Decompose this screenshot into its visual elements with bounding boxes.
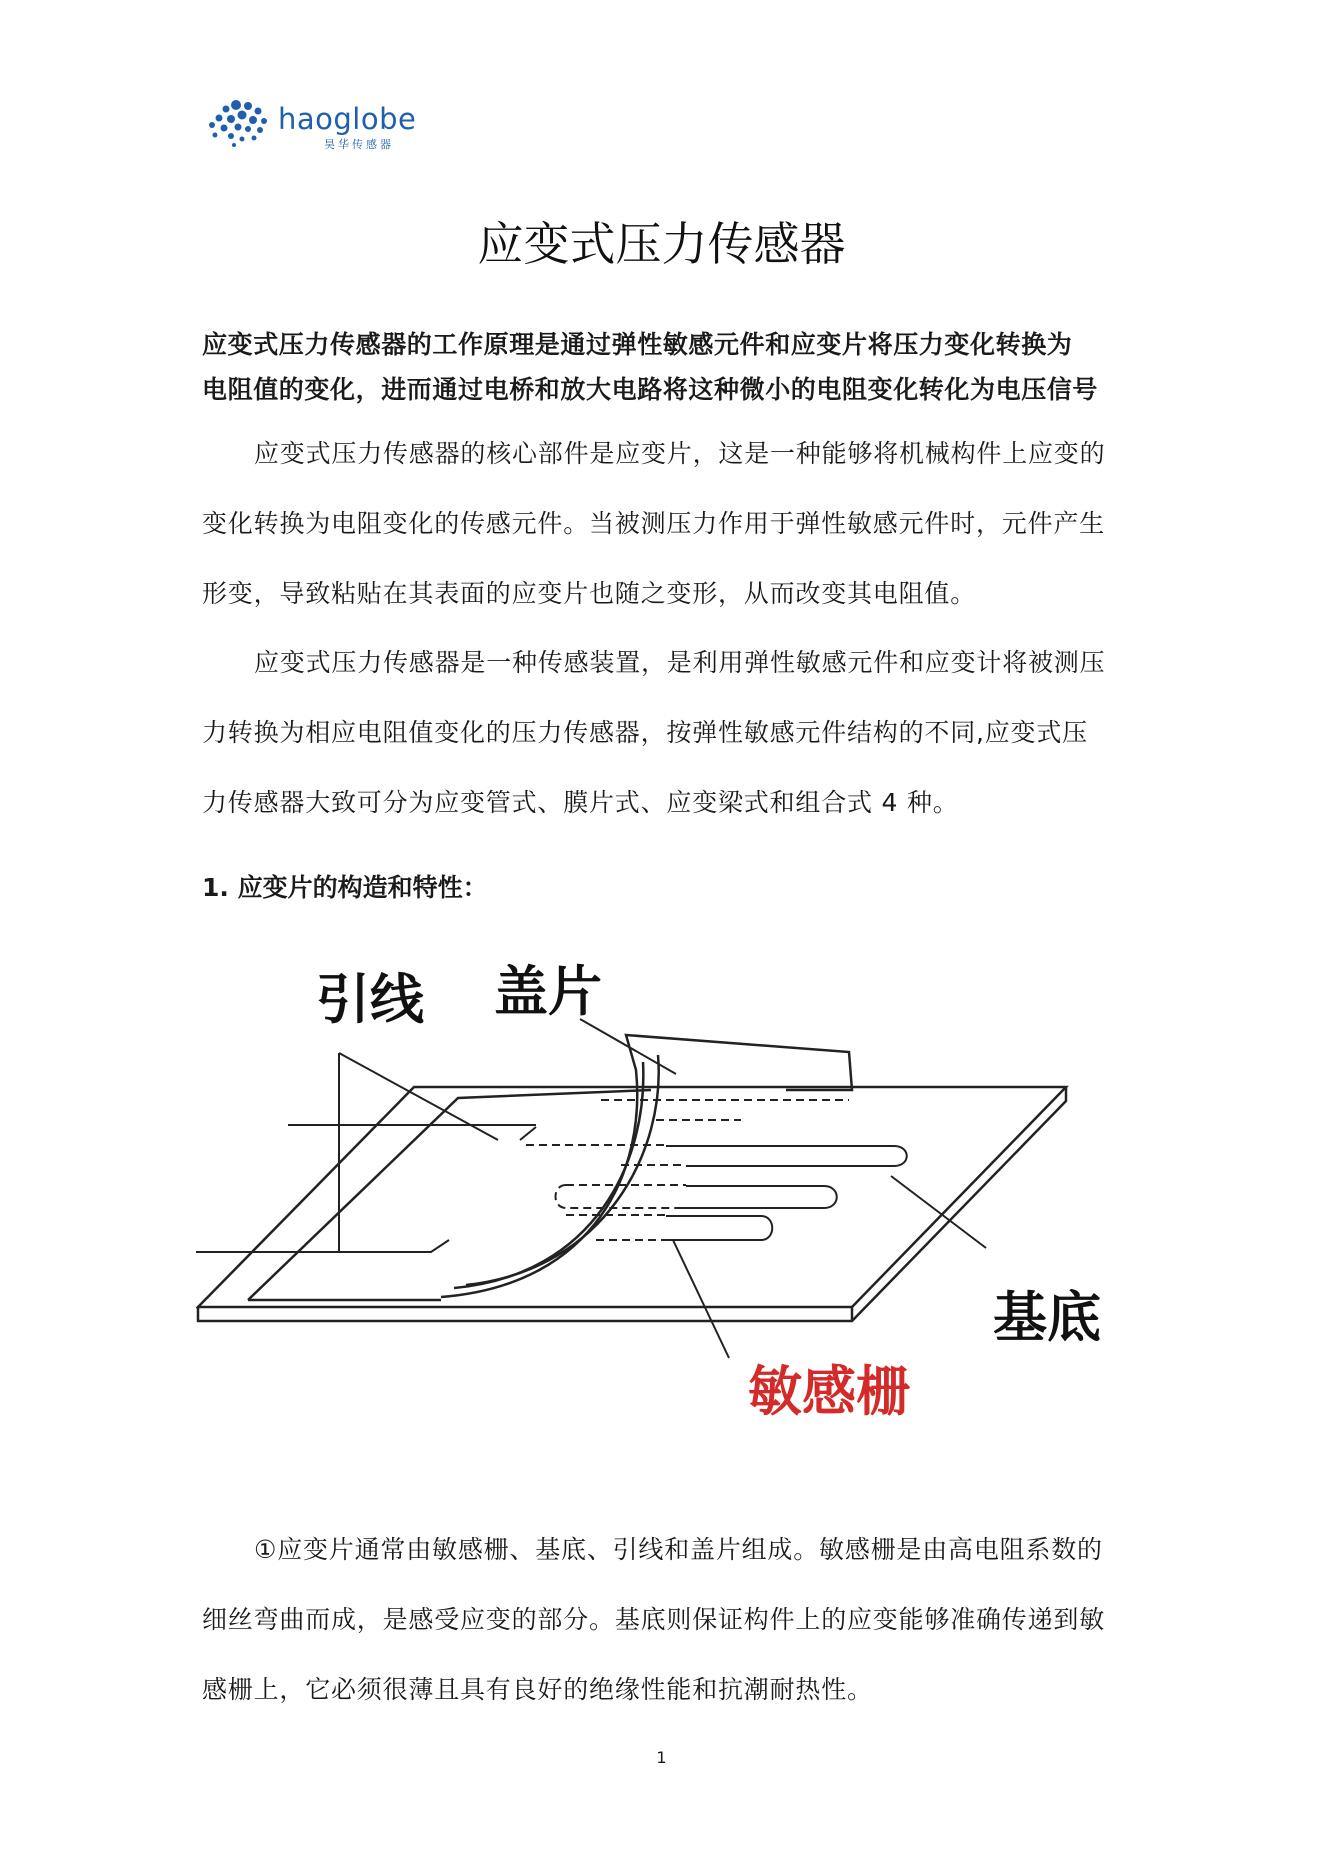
paragraph-line: 变化转换为电阻变化的传感元件。当被测压力作用于弹性敏感元件时，元件产生 — [202, 509, 1106, 538]
strain-gauge-diagram — [196, 940, 1136, 1430]
paragraph-line: 形变，导致粘贴在其表面的应变片也随之变形，从而改变其电阻值。 — [202, 579, 977, 608]
paragraph-line: 感栅上，它必须很薄且具有良好的绝缘性能和抗潮耐热性。 — [202, 1675, 873, 1704]
paragraph-3 — [202, 1515, 1132, 1725]
logo-wordmark: haoglobe — [278, 102, 417, 136]
label-base: 基底 — [993, 1286, 1101, 1349]
page-title: 应变式压力传感器 — [477, 217, 846, 271]
intro-paragraph — [202, 322, 1132, 412]
logo-subtitle: 昊华传感器 — [324, 138, 394, 151]
paragraph-1 — [202, 419, 1132, 629]
paragraph-line: ①应变片通常由敏感栅、基底、引线和盖片组成。敏感栅是由高电阻系数的 — [254, 1535, 1103, 1564]
paragraph-line: 力转换为相应电阻值变化的压力传感器，按弹性敏感元件结构的不同,应变式压 — [202, 718, 1088, 747]
intro-line: 电阻值的变化，进而通过电桥和放大电路将这种微小的电阻变化转化为电压信号 — [202, 375, 1099, 404]
page-number: 1 — [656, 1748, 667, 1767]
paragraph-line: 应变式压力传感器是一种传感装置，是利用弹性敏感元件和应变计将被测压 — [254, 648, 1106, 677]
intro-line: 应变式压力传感器的工作原理是通过弹性敏感元件和应变片将压力变化转换为 — [202, 330, 1073, 359]
label-lead: 引线 — [316, 968, 424, 1031]
base-plate-top — [198, 1087, 1066, 1307]
sensitive-grid — [666, 1146, 907, 1240]
lead-wires — [196, 1053, 536, 1252]
leader-line-base — [891, 1176, 986, 1248]
label-cover: 盖片 — [494, 960, 602, 1023]
section-heading: 1. 应变片的构造和特性： — [202, 873, 488, 902]
leader-line-cover — [580, 1019, 676, 1074]
paragraph-2 — [202, 628, 1132, 838]
paragraph-line: 细丝弯曲而成，是感受应变的部分。基底则保证构件上的应变能够准确传递到敏 — [202, 1605, 1106, 1634]
paragraph-line: 应变式压力传感器的核心部件是应变片，这是一种能够将机械构件上应变的 — [254, 439, 1106, 468]
logo-dots-icon — [206, 98, 274, 150]
paragraph-line: 力传感器大致可分为应变管式、膜片式、应变梁式和组合式 4 种。 — [202, 788, 959, 817]
base-plate-front — [198, 1087, 1066, 1321]
company-logo — [206, 98, 417, 151]
label-grid: 敏感栅 — [748, 1360, 910, 1423]
leader-line-grid — [673, 1240, 729, 1358]
